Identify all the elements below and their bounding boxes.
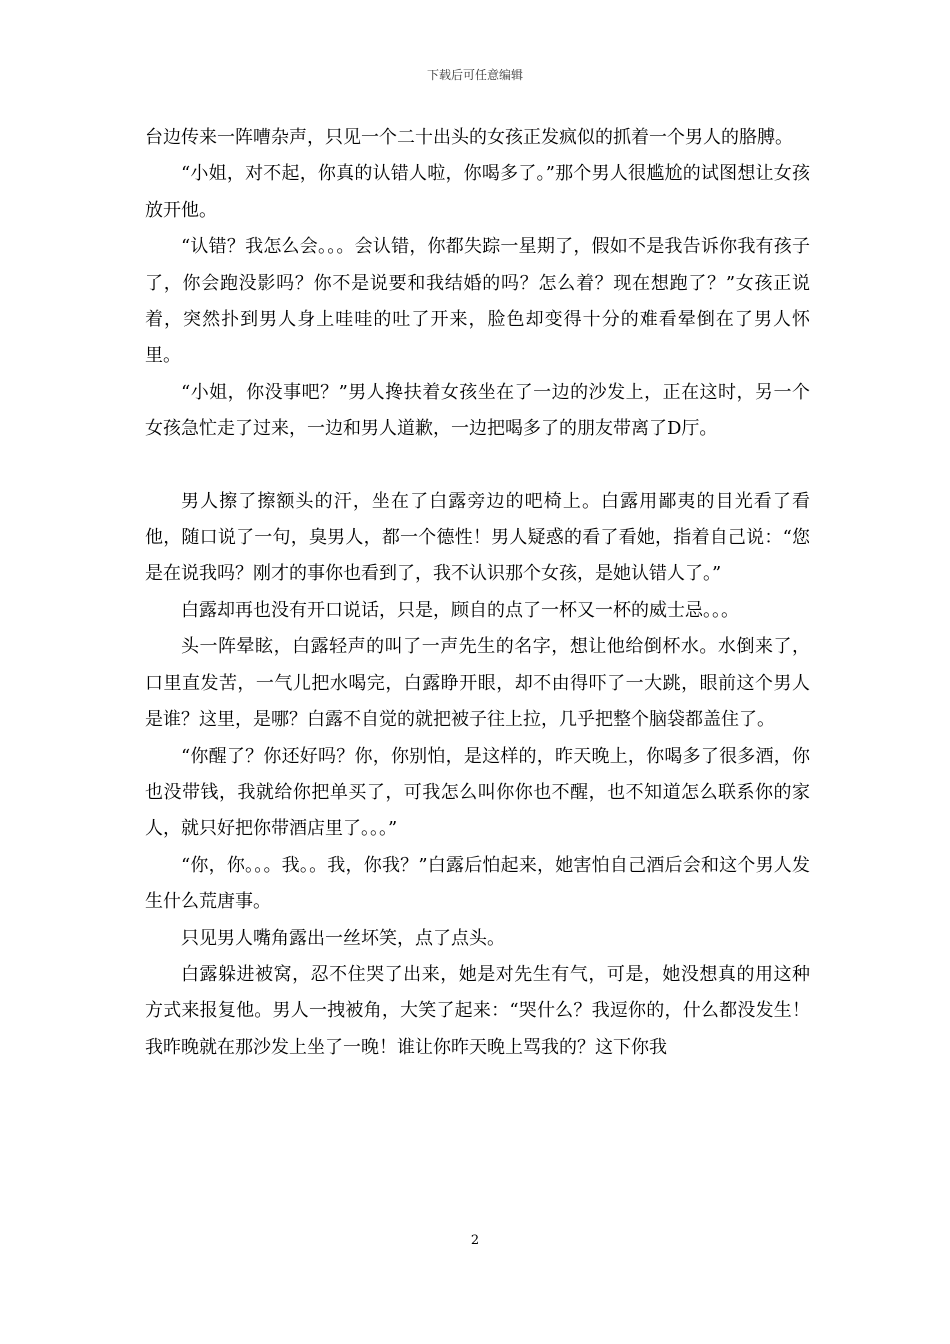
paragraph-5: 男人擦了擦额头的汗，坐在了白露旁边的吧椅上。白露用鄙夷的目光看了看他，随口说了一句，臭男人，都一个德性！男人疑惑的看了看她，指着自己说：“您是在说我吗？刚才的事你也看到了，我不认识那个女孩，是她认错人了。” <box>145 490 810 585</box>
page-number: 2 <box>470 1233 480 1248</box>
paragraph-gap <box>145 448 810 484</box>
paragraph-2: “小姐，对不起，你真的认错人啦，你喝多了。”那个男人很尴尬的试图想让女孩放开他。 <box>145 163 810 221</box>
paragraph-1: 台边传来一阵嘈杂声，只见一个二十出头的女孩正发疯似的抓着一个男人的胳膊。 <box>145 127 793 148</box>
page-header: 下载后可任意编辑 <box>426 68 523 82</box>
paragraph-6: 白露却再也没有开口说话，只是，顾自的点了一杯又一杯的威士忌。。。 <box>181 599 739 621</box>
paragraph-10: 只见男人嘴角露出一丝坏笑，点了点头。 <box>181 927 505 949</box>
paragraph-3: “认错？我怎么会。。。会认错，你都失踪一星期了，假如不是我告诉你我有孩子了，你会跑没影吗？你不是说要和我结婚的吗？怎么着？现在想跑了？”女孩正说着，突然扑到男人身上哇哇的吐了开来，脸色却变得十分的难看晕倒在了男人怀里。 <box>145 236 810 367</box>
document-body <box>145 120 810 1066</box>
paragraph-7: 头一阵晕眩，白露轻声的叫了一声先生的名字，想让他给倒杯水。水倒来了，口里直发苦，一气儿把水喝完，白露睁开眼，却不由得吓了一大跳，眼前这个男人是谁？这里，是哪？白露不自觉的就把被子往上拉，几乎把整个脑袋都盖住了。 <box>145 636 810 731</box>
paragraph-4: “小姐，你没事吧？”男人搀扶着女孩坐在了一边的沙发上，正在这时，另一个女孩急忙走了过来，一边和男人道歉，一边把喝多了的朋友带离了D厅。 <box>145 381 810 440</box>
paragraph-8: “你醒了？你还好吗？你，你别怕，是这样的，昨天晚上，你喝多了很多酒，你也没带钱，我就给你把单买了，可我怎么叫你你也不醒，也不知道怎么联系你的家人，就只好把你带酒店里了。。。” <box>145 745 810 840</box>
paragraph-9: “你，你。。。我。。我，你我？”白露后怕起来，她害怕自己酒后会和这个男人发生什么荒唐事。 <box>145 854 810 913</box>
paragraph-11: 白露躲进被窝，忍不住哭了出来，她是对先生有气，可是，她没想真的用这种方式来报复他。男人一拽被角，大笑了起来：“哭什么？我逗你的，什么都没发生！我昨晚就在那沙发上坐了一晚！谁让你昨天晚上骂我的？这下你我 <box>145 963 810 1058</box>
